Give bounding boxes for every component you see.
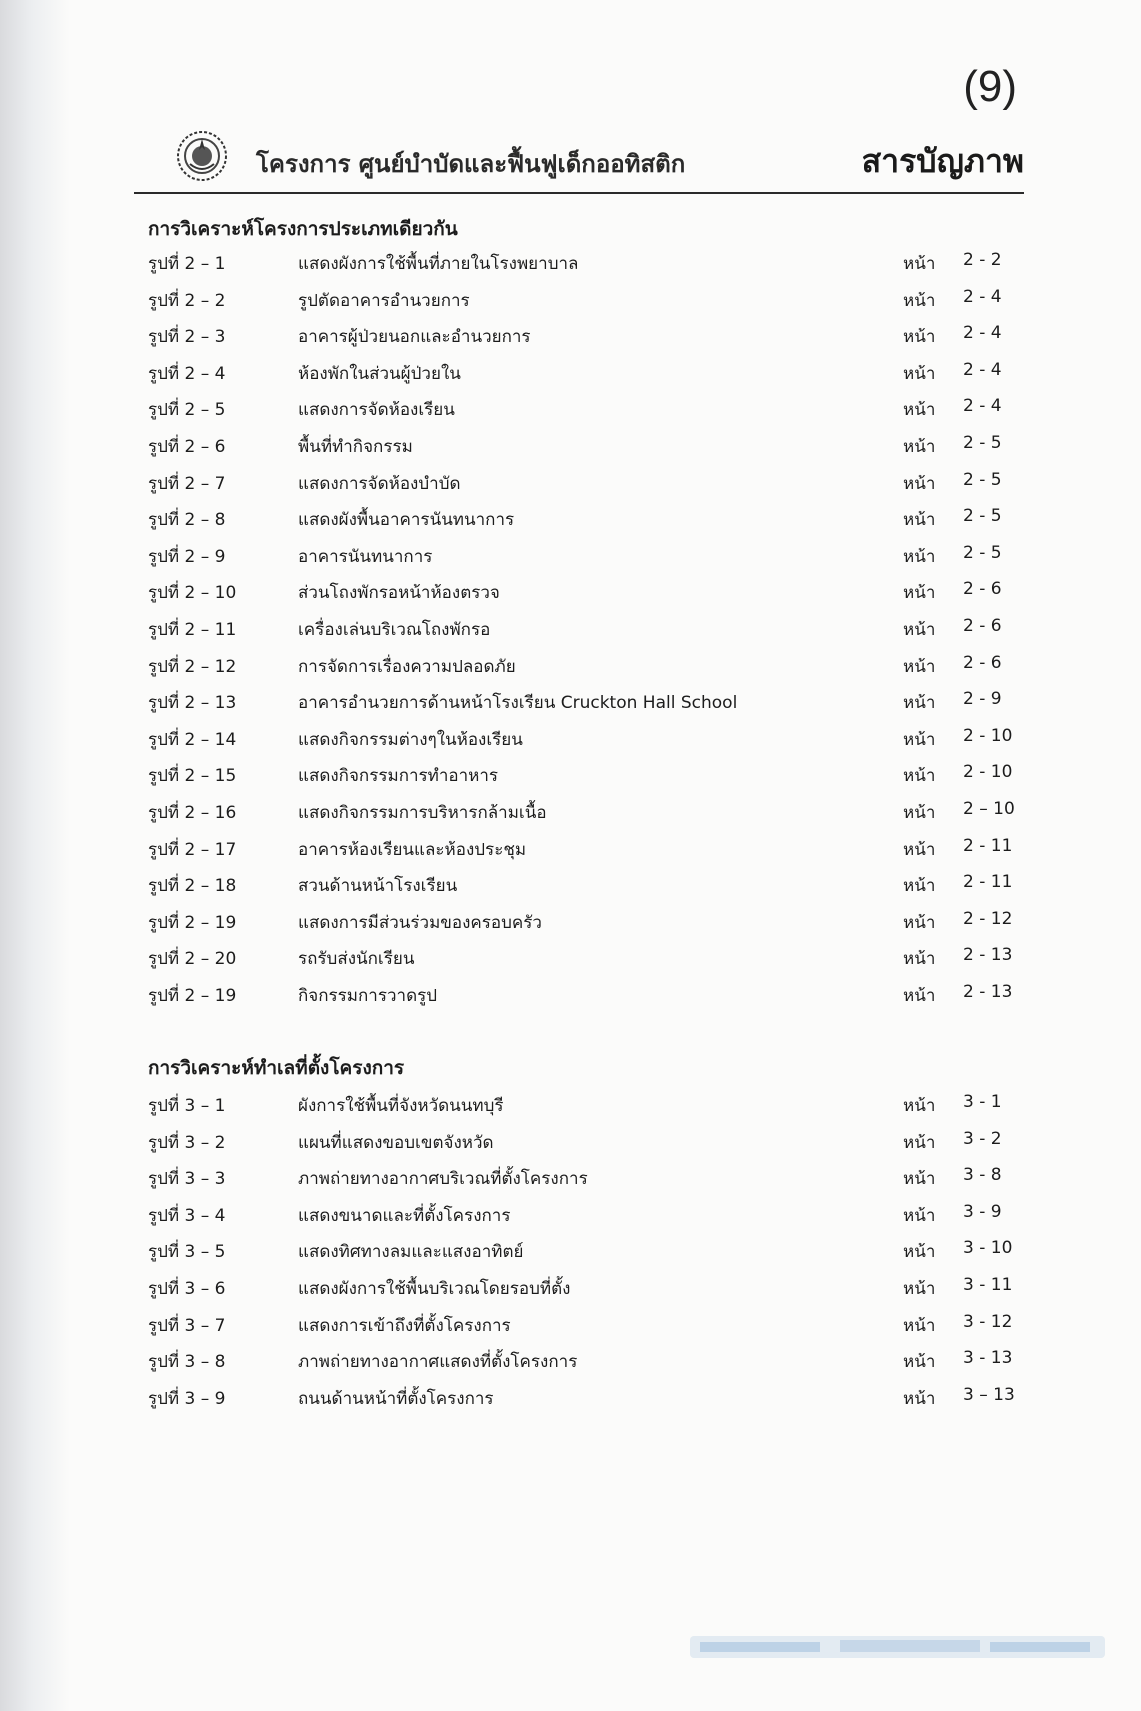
figure-description: ห้องพักในส่วนผู้ป่วยใน: [298, 363, 461, 384]
figure-entry: [148, 1308, 1018, 1340]
page-label: หน้า: [903, 949, 936, 970]
page-reference: 2 - 5: [963, 469, 1002, 490]
figure-label: รูปที่ 2 – 17: [148, 839, 237, 860]
figure-entry: [148, 722, 1018, 754]
page-label: หน้า: [903, 766, 936, 787]
figure-label: รูปที่ 2 – 10: [148, 583, 237, 604]
page-reference: 2 – 10: [963, 799, 1015, 819]
figure-description: แสดงการจัดห้องเรียน: [298, 400, 455, 421]
page-reference: 2 - 4: [963, 396, 1002, 417]
page-label: หน้า: [903, 1242, 936, 1263]
figure-label: รูปที่ 3 – 6: [148, 1279, 226, 1299]
figure-entry: [148, 539, 1018, 571]
university-seal-icon: [176, 130, 228, 182]
figure-label: รูปที่ 2 – 9: [148, 546, 226, 567]
figure-description: แสดงกิจกรรมต่างๆในห้องเรียน: [298, 729, 523, 750]
figure-entry: [148, 685, 1018, 717]
book-spine-shadow: [0, 0, 70, 1711]
figure-label: รูปที่ 2 – 18: [148, 876, 237, 897]
page-label: หน้า: [903, 986, 936, 1006]
figure-entry: [148, 1234, 1018, 1266]
page-reference: 2 - 9: [963, 689, 1002, 710]
figure-label: รูปที่ 2 – 3: [148, 327, 226, 348]
figure-description: อาคารห้องเรียนและห้องประชุม: [298, 839, 527, 860]
page-label: หน้า: [903, 254, 936, 274]
figure-description: ถนนด้านหน้าที่ตั้งโครงการ: [298, 1388, 494, 1409]
figure-entry: [148, 283, 1018, 315]
figure-description: รถรับส่งนักเรียน: [298, 949, 415, 970]
figure-entry: [148, 429, 1018, 461]
figure-entry: [148, 1161, 1018, 1193]
page-label: หน้า: [903, 363, 936, 384]
figure-description: กิจกรรมการวาดรูป: [298, 986, 438, 1006]
figure-description: อาคารผู้ป่วยนอกและอำนวยการ: [298, 327, 531, 348]
page-label: หน้า: [903, 1132, 936, 1153]
figure-label: รูปที่ 2 – 14: [148, 729, 237, 750]
project-title: โครงการ ศูนย์บำบัดและฟื้นฟูเด็กออทิสติก: [256, 150, 686, 178]
page-reference: 3 - 2: [963, 1128, 1002, 1149]
figure-entry: [148, 1344, 1018, 1376]
page-label: หน้า: [903, 1315, 936, 1336]
page-label: หน้า: [903, 1352, 936, 1373]
header-divider: [134, 192, 1024, 194]
figure-description: แสดงผังการใช้พื้นที่ภายในโรงพยาบาล: [298, 254, 579, 274]
figure-label: รูปที่ 3 – 9: [148, 1388, 226, 1409]
figure-description: ภาพถ่ายทางอากาศแสดงที่ตั้งโครงการ: [298, 1352, 578, 1373]
page-reference: 3 - 10: [963, 1238, 1013, 1259]
figure-entry: [148, 832, 1018, 864]
figure-entry: [148, 649, 1018, 681]
figure-label: รูปที่ 3 – 8: [148, 1352, 226, 1373]
figure-label: รูปที่ 2 – 2: [148, 290, 226, 311]
figure-description: แสดงการจัดห้องบำบัด: [298, 473, 461, 494]
figure-description: ผังการใช้พื้นที่จังหวัดนนทบุรี: [298, 1096, 504, 1116]
page-reference: 3 - 9: [963, 1201, 1002, 1222]
figure-label: รูปที่ 2 – 13: [148, 693, 237, 714]
page-label: หน้า: [903, 510, 936, 531]
figure-entry: [148, 1198, 1018, 1230]
figure-entry: [148, 795, 1018, 827]
page-reference: 2 - 6: [963, 652, 1002, 673]
page-reference: 2 - 11: [963, 835, 1013, 856]
figure-label: รูปที่ 2 – 20: [148, 949, 237, 970]
page-label: หน้า: [903, 1388, 936, 1409]
figure-entry: [148, 575, 1018, 607]
page-label: หน้า: [903, 290, 936, 311]
page-reference: 2 - 10: [963, 725, 1013, 746]
page-reference: 3 – 13: [963, 1384, 1015, 1405]
page-reference: 3 - 11: [963, 1275, 1013, 1295]
page-reference: 2 - 4: [963, 359, 1002, 380]
page-reference: 2 - 6: [963, 579, 1002, 600]
page-label: หน้า: [903, 656, 936, 677]
page-reference: 2 - 2: [963, 250, 1002, 270]
figure-label: รูปที่ 2 – 6: [148, 437, 226, 457]
figure-description: พื้นที่ทำกิจกรรม: [298, 437, 413, 457]
page-label: หน้า: [903, 839, 936, 860]
page-label: หน้า: [903, 1169, 936, 1190]
figure-description: แสดงทิศทางลมและแสงอาทิตย์: [298, 1242, 524, 1263]
page-header: [134, 122, 1024, 192]
figure-label: รูปที่ 2 – 5: [148, 400, 226, 421]
section-heading: การวิเคราะห์ทำเลที่ตั้งโครงการ: [148, 1057, 405, 1079]
figure-label: รูปที่ 2 – 12: [148, 656, 237, 677]
page-reference: 2 - 5: [963, 542, 1002, 563]
figure-label: รูปที่ 2 – 8: [148, 510, 226, 531]
figure-description: รูปตัดอาคารอำนวยการ: [298, 290, 470, 311]
page-reference: 2 - 5: [963, 433, 1002, 453]
figure-entry: [148, 392, 1018, 424]
figure-label: รูปที่ 3 – 4: [148, 1205, 226, 1226]
figure-description: สวนด้านหน้าโรงเรียน: [298, 876, 458, 897]
figure-label: รูปที่ 3 – 5: [148, 1242, 226, 1263]
page-label: หน้า: [903, 583, 936, 604]
section-title: สารบัญภาพ: [861, 142, 1024, 180]
figure-label: รูปที่ 2 – 19: [148, 912, 237, 933]
figure-entry: [148, 356, 1018, 388]
figure-description: ภาพถ่ายทางอากาศบริเวณที่ตั้งโครงการ: [298, 1169, 588, 1190]
page-reference: 2 - 11: [963, 872, 1013, 893]
page-reference: 3 - 8: [963, 1165, 1002, 1186]
page-label: หน้า: [903, 1096, 936, 1116]
figure-label: รูปที่ 3 – 2: [148, 1132, 226, 1153]
figure-entry: [148, 1381, 1018, 1413]
figure-label: รูปที่ 2 – 16: [148, 803, 237, 823]
figure-label: รูปที่ 2 – 4: [148, 363, 226, 384]
page-reference: 2 - 4: [963, 286, 1002, 307]
page-reference: 2 - 13: [963, 982, 1013, 1002]
figure-description: อาคารนันทนาการ: [298, 546, 433, 567]
figure-label: รูปที่ 3 – 7: [148, 1315, 226, 1336]
figure-description: แสดงขนาดและที่ตั้งโครงการ: [298, 1205, 511, 1226]
figure-label: รูปที่ 2 – 1: [148, 254, 226, 274]
page-label: หน้า: [903, 693, 936, 714]
figure-description: แสดงการมีส่วนร่วมของครอบครัว: [298, 912, 542, 933]
page-label: หน้า: [903, 473, 936, 494]
figure-entry: [148, 905, 1018, 937]
page-reference: 3 - 12: [963, 1311, 1013, 1332]
page-label: หน้า: [903, 1279, 936, 1299]
figure-entry: [148, 1088, 1018, 1120]
figure-description: การจัดการเรื่องความปลอดภัย: [298, 656, 516, 677]
figure-entry: [148, 868, 1018, 900]
page-reference: 2 - 4: [963, 323, 1002, 344]
page-reference: 3 - 1: [963, 1092, 1002, 1112]
figure-entry: [148, 612, 1018, 644]
figure-label: รูปที่ 2 – 15: [148, 766, 237, 787]
page-reference: 2 - 13: [963, 945, 1013, 966]
figure-label: รูปที่ 2 – 11: [148, 620, 237, 640]
figure-description: แสดงกิจกรรมการบริหารกล้ามเนื้อ: [298, 803, 547, 823]
page-reference: 2 - 10: [963, 762, 1013, 783]
page-label: หน้า: [903, 620, 936, 640]
page-number: (9): [963, 62, 1017, 111]
figure-description: ส่วนโถงพักรอหน้าห้องตรวจ: [298, 583, 500, 604]
figure-entry: [148, 319, 1018, 351]
page-reference: 2 - 12: [963, 908, 1013, 929]
figure-description: แสดงผังพื้นอาคารนันทนาการ: [298, 510, 515, 531]
page-label: หน้า: [903, 400, 936, 421]
page-label: หน้า: [903, 437, 936, 457]
figure-label: รูปที่ 3 – 1: [148, 1096, 226, 1116]
page-label: หน้า: [903, 803, 936, 823]
page-reference: 2 - 6: [963, 616, 1002, 636]
figure-entry: [148, 466, 1018, 498]
figure-entry: [148, 246, 1018, 278]
figure-description: แผนที่แสดงขอบเขตจังหวัด: [298, 1132, 494, 1153]
figure-description: แสดงการเข้าถึงที่ตั้งโครงการ: [298, 1315, 511, 1336]
figure-description: แสดงกิจกรรมการทำอาหาร: [298, 766, 499, 787]
figure-entry: [148, 1125, 1018, 1157]
figure-entry: [148, 1271, 1018, 1303]
figure-description: เครื่องเล่นบริเวณโถงพักรอ: [298, 620, 491, 640]
figure-entry: [148, 502, 1018, 534]
figure-label: รูปที่ 2 – 19: [148, 986, 237, 1006]
figure-label: รูปที่ 3 – 3: [148, 1169, 226, 1190]
figure-entry: [148, 941, 1018, 973]
figure-entry: [148, 758, 1018, 790]
page-reference: 2 - 5: [963, 506, 1002, 527]
page-label: หน้า: [903, 546, 936, 567]
section-heading: การวิเคราะห์โครงการประเภทเดียวกัน: [148, 218, 458, 240]
page-reference: 3 - 13: [963, 1348, 1013, 1369]
page-label: หน้า: [903, 1205, 936, 1226]
figure-description: แสดงผังการใช้พื้นบริเวณโดยรอบที่ตั้ง: [298, 1279, 571, 1299]
page-label: หน้า: [903, 327, 936, 348]
library-stamp-icon: [690, 1628, 1105, 1668]
figure-label: รูปที่ 2 – 7: [148, 473, 226, 494]
page-label: หน้า: [903, 876, 936, 897]
page-label: หน้า: [903, 912, 936, 933]
figure-description: อาคารอำนวยการด้านหน้าโรงเรียน Cruckton Hall School: [298, 693, 738, 714]
page-label: หน้า: [903, 729, 936, 750]
figure-entry: [148, 978, 1018, 1010]
